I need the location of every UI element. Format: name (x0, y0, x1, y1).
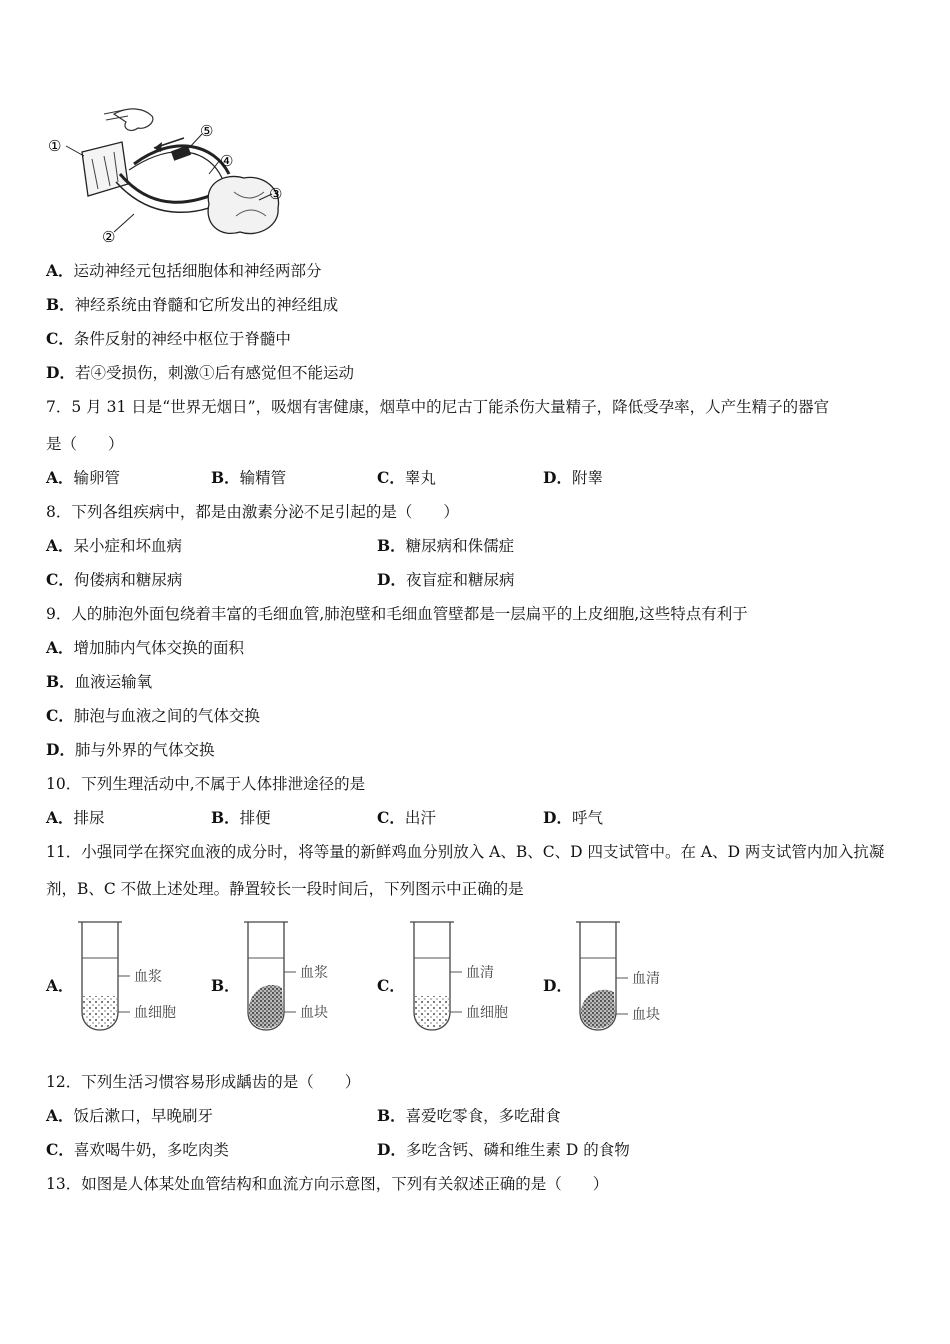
reflex-arc-figure (44, 104, 289, 246)
q12-option-c: C．喜欢喝牛奶，多吃肉类 (46, 1140, 229, 1159)
tube-a-top-label: 血浆 (134, 969, 162, 985)
tube-d-bottom-label: 血块 (632, 1007, 660, 1023)
figure-label-1: ① (48, 137, 62, 155)
q9-option-b: B．血液运输氧 (46, 672, 153, 691)
q10-option-c: C．出汗 (377, 808, 436, 827)
figure-label-4: ④ (220, 152, 234, 170)
q7-stem-line2: 是（ ） (46, 435, 124, 453)
tube-c-top-label: 血清 (466, 965, 494, 981)
q8-option-c: C．佝偻病和糖尿病 (46, 570, 183, 589)
q9-stem: 9．人的肺泡外面包绕着丰富的毛细血管,肺泡壁和毛细血管壁都是一层扁平的上皮细胞,这些特点有利于 (46, 605, 748, 623)
q6-option-b: B．神经系统由脊髓和它所发出的神经组成 (46, 295, 339, 314)
q11-stem-line2: 剂，B、C 不做上述处理。静置较长一段时间后，下列图示中正确的是 (46, 880, 524, 898)
q12-option-a: A．饭后漱口，早晚刷牙 (46, 1106, 214, 1125)
q11-stem-line1: 11．小强同学在探究血液的成分时，将等量的新鲜鸡血分别放入 A、B、C、D 四支试管中。在 A、D 两支试管内加入抗凝 (46, 843, 885, 861)
tube-b (244, 922, 328, 1030)
tube-c (410, 922, 508, 1030)
q10-option-d: D．呼气 (543, 808, 603, 827)
q9-option-c: C．肺泡与血液之间的气体交换 (46, 706, 260, 725)
tube-c-bottom-label: 血细胞 (466, 1005, 508, 1021)
q6-option-d: D．若④受损伤，刺激①后有感觉但不能运动 (46, 363, 354, 382)
q7-stem-line1: 7．5 月 31 日是“世界无烟日”，吸烟有害健康，烟草中的尼古丁能杀伤大量精子，降低受孕率，人产生精子的器官 (46, 398, 830, 416)
q12-stem: 12．下列生活习惯容易形成龋齿的是（ ） (46, 1073, 361, 1091)
q10-stem: 10．下列生理活动中,不属于人体排泄途径的是 (46, 775, 366, 793)
q11-option-a-letter: A． (46, 976, 74, 995)
figure-label-2: ② (102, 228, 116, 246)
q8-option-d: D．夜盲症和糖尿病 (377, 570, 515, 589)
q6-option-a: A．运动神经元包括细胞体和神经两部分 (46, 261, 322, 280)
q11-option-d-letter: D． (543, 976, 572, 995)
test-tubes-figure (70, 916, 690, 1042)
tube-a-bottom-label: 血细胞 (134, 1005, 176, 1021)
q8-option-b: B．糖尿病和侏儒症 (377, 536, 515, 555)
q7-option-b: B．输精管 (211, 468, 287, 487)
q7-option-d: D．附睾 (543, 468, 603, 487)
q11-option-b-letter: B． (211, 976, 240, 995)
figure-label-3: ③ (269, 185, 283, 203)
q7-option-a: A．输卵管 (46, 468, 121, 487)
q8-option-a: A．呆小症和坏血病 (46, 536, 183, 555)
q10-option-a: A．排尿 (46, 808, 105, 827)
q12-option-b: B．喜爱吃零食，多吃甜食 (377, 1106, 561, 1125)
tube-d-top-label: 血清 (632, 971, 660, 987)
q11-option-c-letter: C． (377, 976, 405, 995)
q13-stem: 13．如图是人体某处血管结构和血流方向示意图，下列有关叙述正确的是（ ） (46, 1175, 609, 1193)
tube-a (78, 922, 176, 1030)
q12-option-d: D．多吃含钙、磷和维生素 D 的食物 (377, 1140, 630, 1159)
q9-option-a: A．增加肺内气体交换的面积 (46, 638, 245, 657)
q10-option-b: B．排便 (211, 808, 271, 827)
tube-d (576, 922, 660, 1030)
figure-label-5: ⑤ (200, 122, 214, 140)
q6-option-c: C．条件反射的神经中枢位于脊髓中 (46, 329, 291, 348)
tube-b-bottom-label: 血块 (300, 1005, 328, 1021)
q8-stem: 8．下列各组疾病中，都是由激素分泌不足引起的是（ ） (46, 503, 459, 521)
q7-option-c: C．睾丸 (377, 468, 436, 487)
tube-b-top-label: 血浆 (300, 965, 328, 981)
q9-option-d: D．肺与外界的气体交换 (46, 740, 215, 759)
